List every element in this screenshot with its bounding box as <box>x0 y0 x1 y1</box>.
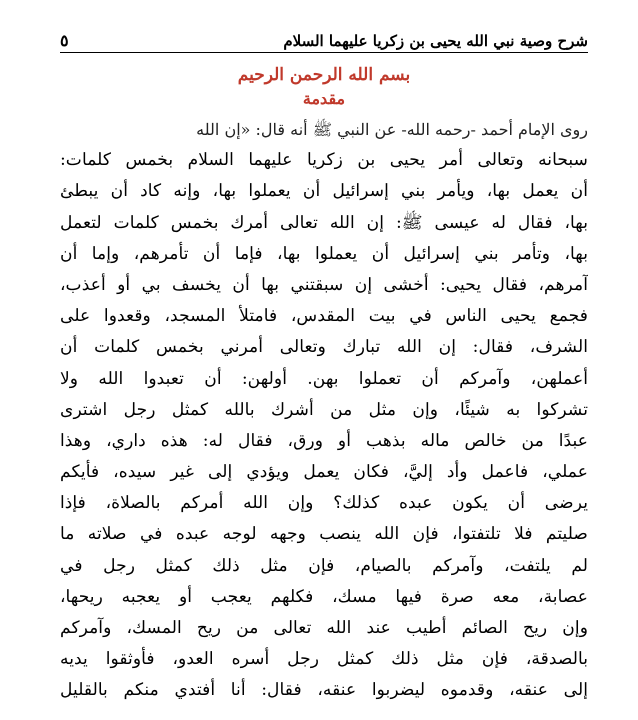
text-line: أن يعمل بها، ويأمر بني إسرائيل أن يعملوا بها، وإنه كاد أن يبطئ <box>60 181 588 202</box>
text-line: بها، وتأمر بني إسرائيل أن يعملوا بها، فإما أن تأمرهم، وإما أن <box>60 243 588 264</box>
text-line: صليتم فلا تلتفتوا، فإن الله ينصب وجهه لوجه عبده في صلاته ما <box>60 524 588 545</box>
text-line: يرضى أن يكون عبده كذلك؟ وإن الله أمركم بالصلاة، فإذا <box>60 493 588 514</box>
text-line: فجمع يحيى الناس في بيت المقدس، فامتلأ المسجد، وقعدوا على <box>60 306 588 327</box>
page-number: ٥ <box>60 31 69 50</box>
page <box>60 22 588 712</box>
body-text <box>60 114 588 707</box>
text-line: عملي، فاعمل وأد إليَّ، فكان يعمل ويؤدي إلى غير سيده، فأيكم <box>60 462 588 483</box>
text-line: روى الإمام أحمد -رحمه الله- عن النبي ﷺ أنه قال: «إن الله <box>196 120 588 139</box>
text-line: بها، فقال له عيسى ﷺ: إن الله تعالى أمرك بخمس كلمات لتعمل <box>60 212 588 233</box>
text-line: سبحانه وتعالى أمر يحيى بن زكريا عليهما السلام بخمس كلمات: <box>60 150 588 171</box>
text-line: وإن ريح الصائم أطيب عند الله تعالى من ريح المسك، وآمركم <box>60 618 588 638</box>
running-header <box>60 22 588 53</box>
text-line: تشركوا به شيئًا، وإن مثل من أشرك بالله كمثل رجل اشترى <box>60 399 588 420</box>
text-line: بالصدقة، فإن مثل ذلك كمثل رجل أسره العدو، فأوثقوا يديه <box>60 649 588 670</box>
section-heading: مقدمة <box>302 89 346 108</box>
text-line: آمرهم، فقال يحيى: أخشى إن سبقتني بها أن يخسف بي أو أعذب، <box>60 274 588 295</box>
text-line: لم يلتفت، وآمركم بالصيام، فإن مثل ذلك كمثل رجل في <box>60 555 588 576</box>
text-line: أعملهن، وآمركم أن تعملوا بهن. أولهن: أن تعبدوا الله ولا <box>60 368 588 389</box>
text-line: عبدًا من خالص ماله بذهب أو ورق، فقال له: هذه داري، وهذا <box>60 430 588 451</box>
book-title: شرح وصية نبي الله يحيى بن زكريا عليهما السلام <box>283 32 588 50</box>
text-line: إلى عنقه، وقدموه ليضربوا عنقه، فقال: أنا أفتدي منكم بالقليل <box>60 680 588 701</box>
text-line: عصابة، معه صرة فيها مسك، فكلهم يعجب أو يعجبه ريحها، <box>60 586 588 607</box>
text-line: الشرف، فقال: إن الله تبارك وتعالى أمرني بخمس كلمات أن <box>60 337 588 358</box>
basmala: بسم الله الرحمن الرحيم <box>237 65 411 85</box>
